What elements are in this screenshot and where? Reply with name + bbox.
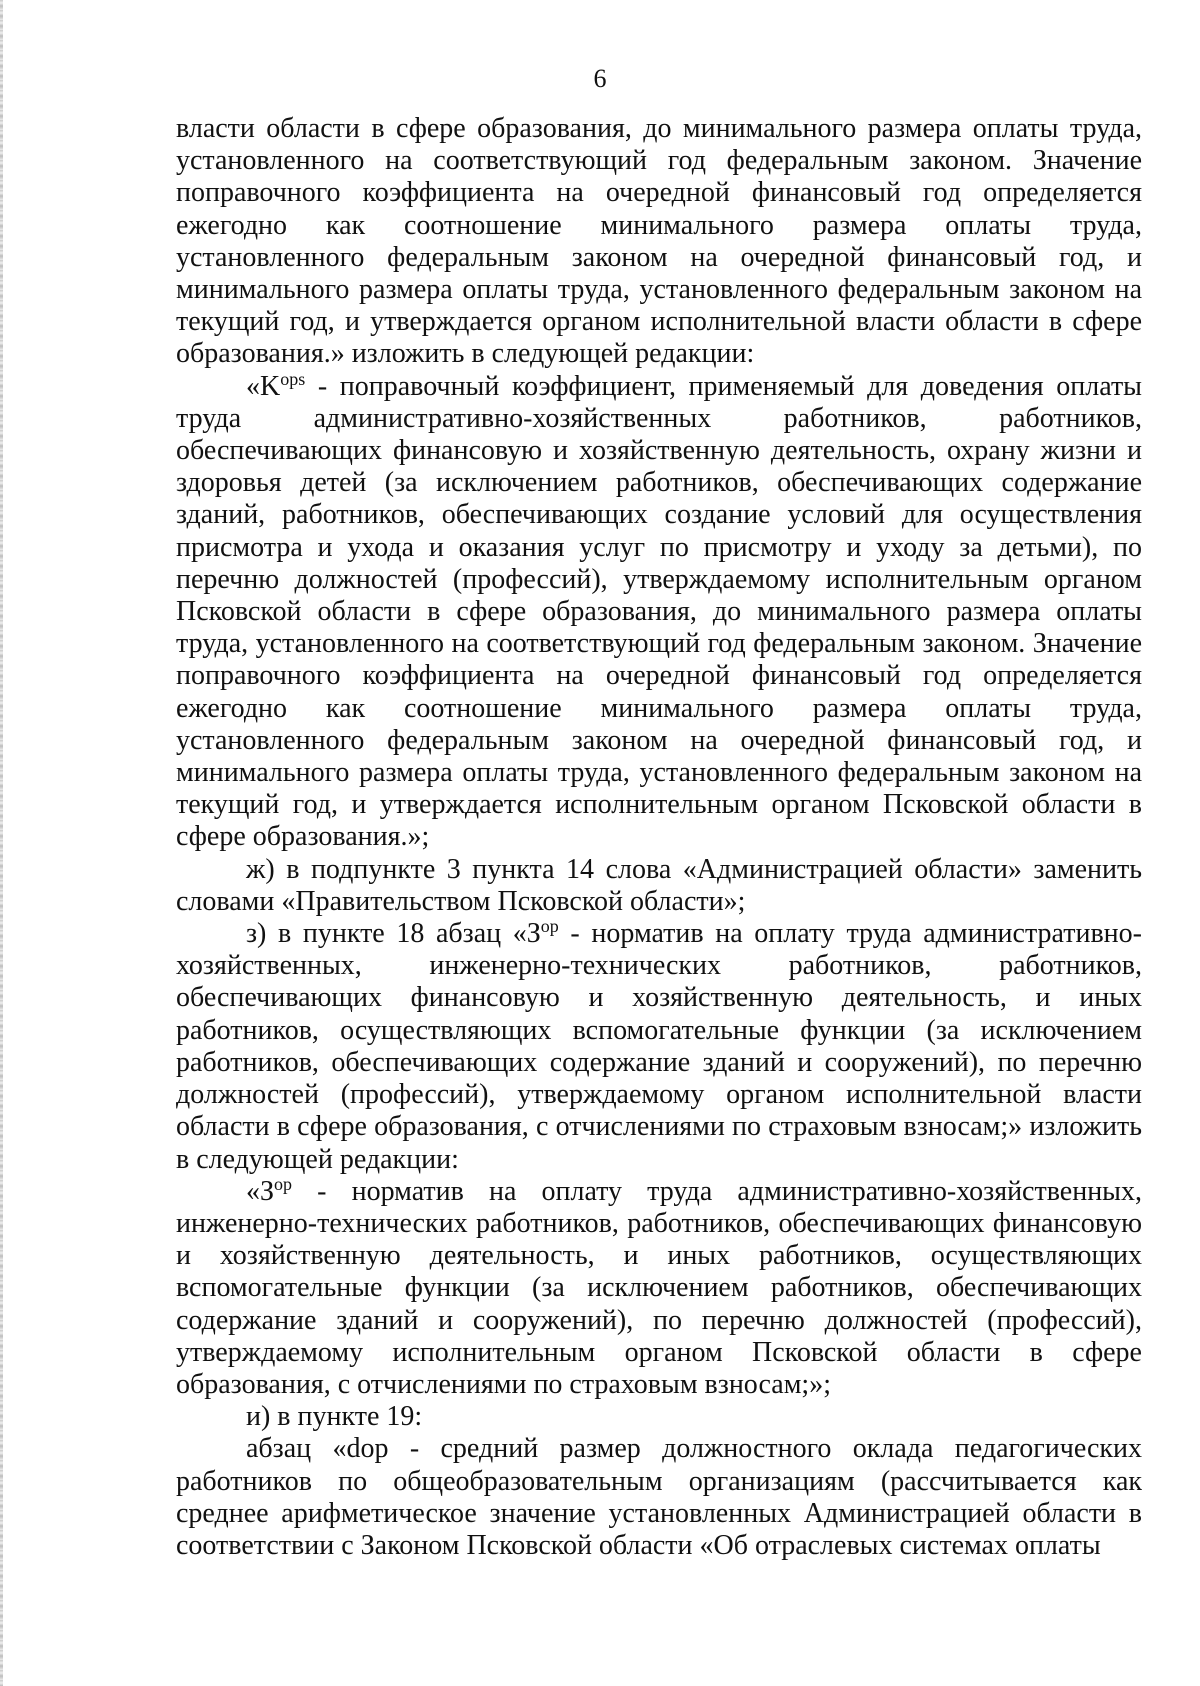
scan-edge-artifact [0,0,3,1686]
kops-text: - поправочный коэффициент, применяемый для доведения оплаты труда административно-хозяйственных работников, работников, обеспечивающих финансовую и хозяйственную деятельность, охрану жизни и здоровья детей (за исключением работников, обеспечивающих содержание зданий, работников, обеспечивающих создание условий для осуществления присмотра и ухода и оказания услуг по присмотру и уходу за детьми), по перечню должностей (профессий), утверждаемому исполнительным органом Псковской области в сфере образования, до минимального размера оплаты труда, установленного на соответствующий год федеральным законом. Значение поправочного коэффициента на очередной финансовый год определяется ежегодно как соотношение минимального размера оплаты труда, установленного федеральным законом на очередной финансовый год, и минимального размера оплаты труда, установленного федеральным законом на текущий год, и утверждается исполнительным органом Псковской области в сфере образования.»; [176,370,1142,853]
zop-superscript-new: ор [274,1173,293,1194]
paragraph-kops-definition [176,368,1142,854]
item-z-text: - норматив на оплату труда административно-хозяйственных, инженерно-технических работников, работников, обеспечивающих финансовую и хозяйственную деятельность, и иных работников, осуществляющих вспомогательные функции (за исключением работников, обеспечивающих содержание зданий и сооружений), по перечню должностей (профессий), утверждаемому органом исполнительной власти области в сфере образования, с отчислениями по страховым взносам;» изложить в следующей редакции: [176,918,1142,1175]
paragraph-dop-abzats: абзац «dop - средний размер должностного оклада педагогических работников по общеобразовательным организациям (рассчитывается как среднее арифметическое значение установленных Администрацией области в соответствии с Законом Псковской области «Об отраслевых системах оплаты [176,1433,1142,1561]
document-body [176,113,1142,1562]
paragraph-continuation: власти области в сфере образования, до минимального размера оплаты труда, установленного на соответствующий год федеральным законом. Значение поправочного коэффициента на очередной финансовый год определяется ежегодно как соотношение минимального размера оплаты труда, установленного федеральным законом на очередной финансовый год, и минимального размера оплаты труда, установленного федеральным законом на текущий год, и утверждается органом исполнительной власти области в сфере образования.» изложить в следующей редакции: [176,113,1142,370]
paragraph-item-zh: ж) в подпункте 3 пункта 14 слова «Администрацией области» заменить словами «Правительством Псковской области»; [176,853,1142,917]
zop-superscript-old: ор [540,916,559,937]
zop-text: - норматив на оплату труда административно-хозяйственных, инженерно-технических работников, работников, обеспечивающих финансовую и хозяйственную деятельность, и иных работников, осуществляющих вспомогательные функции (за исключением работников, обеспечивающих содержание зданий и сооружений), по перечню должностей (профессий), утверждаемому исполнительным органом Псковской области в сфере образования, с отчислениями по страховым взносам;»; [176,1175,1142,1400]
kops-superscript: ops [280,368,306,389]
item-z-prefix: з) в пункте 18 абзац «З [246,918,541,950]
paragraph-item-z [176,918,1142,1176]
zop-symbol: «З [246,1175,275,1207]
paragraph-zop-definition [176,1173,1142,1401]
paragraph-item-i: и) в пункте 19: [246,1401,423,1433]
kops-symbol: «K [246,370,281,402]
page-number: 6 [593,64,607,93]
